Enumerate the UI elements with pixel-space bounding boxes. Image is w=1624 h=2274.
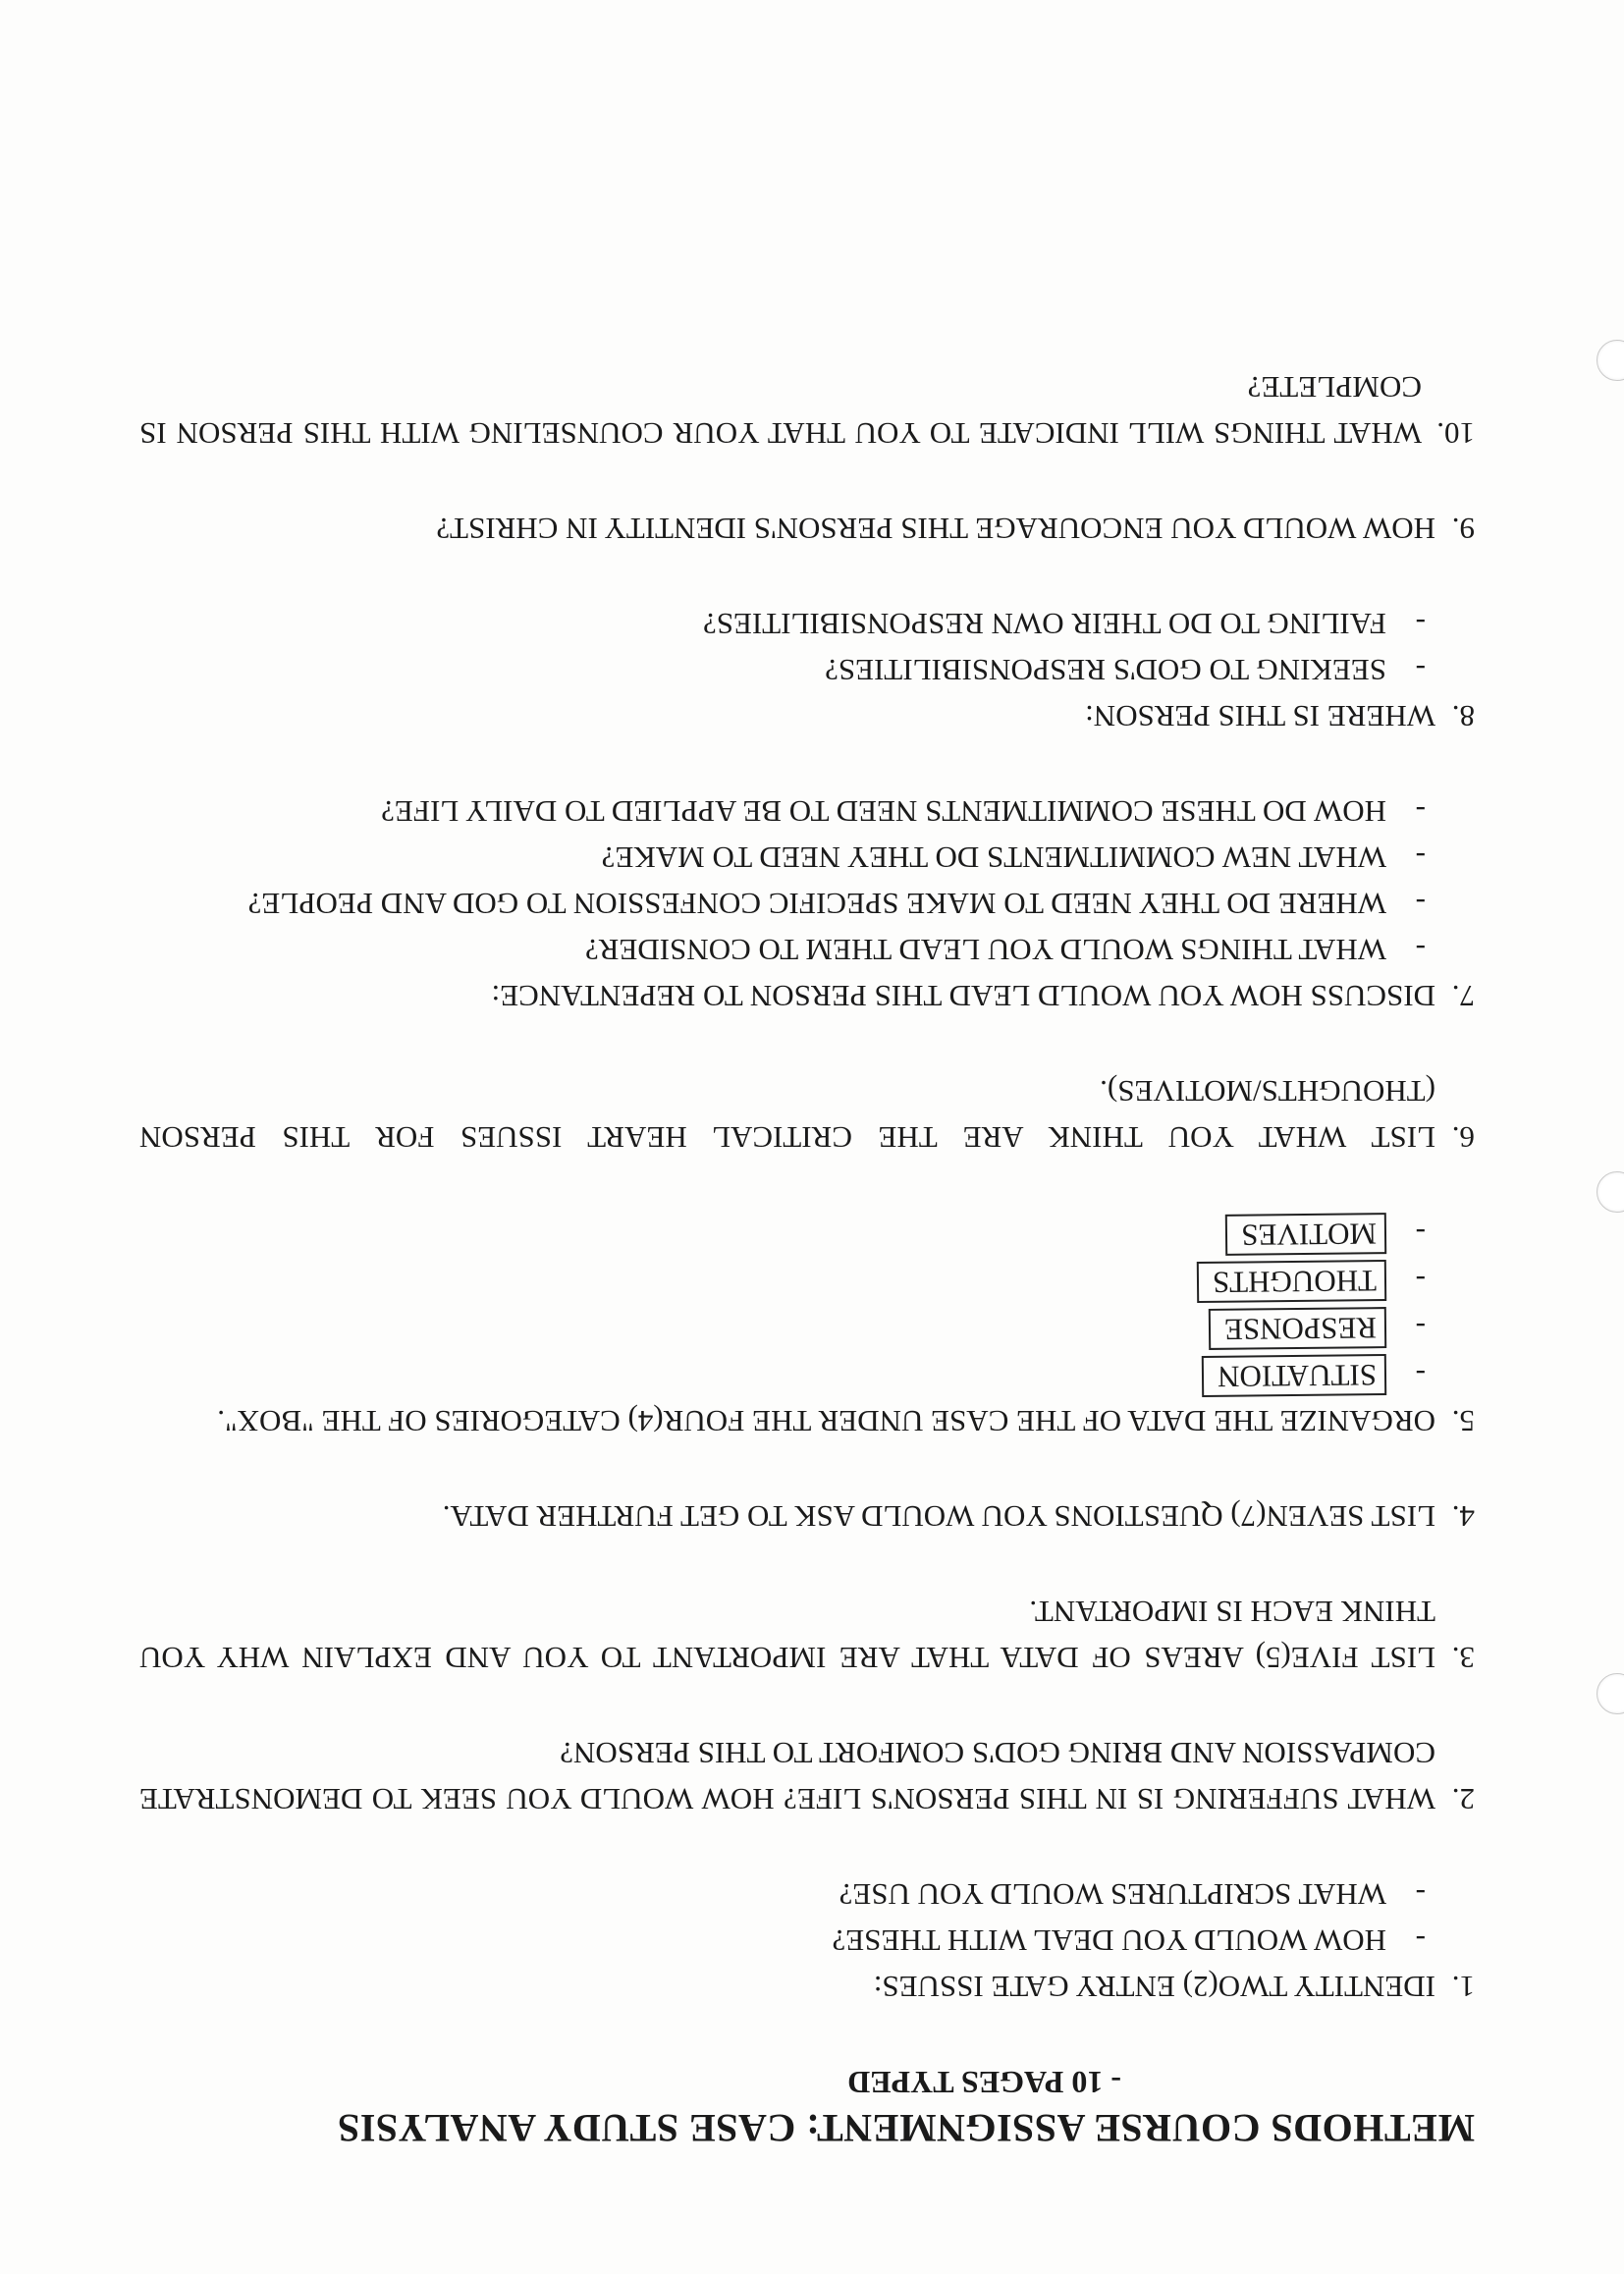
question-number: 9. [1451, 512, 1475, 546]
question-number: 8. [1451, 699, 1475, 733]
handwritten-box-label: RESPONSE [1209, 1307, 1386, 1350]
question-1 [139, 1871, 1475, 2010]
question-text: WHAT THINGS WILL INDICATE TO YOU THAT YOUR COUNSELING WITH THIS PERSON IS COMPLETE? [139, 370, 1422, 451]
question-9 [139, 506, 1475, 552]
handwritten-box-label: MOTIVES [1225, 1213, 1386, 1256]
punch-hole [1597, 340, 1624, 381]
sub-item: - SITUATION [139, 1351, 1426, 1398]
sub-item: - RESPONSE [139, 1304, 1426, 1351]
question-text: LIST SEVEN(7) QUESTIONS YOU WOULD ASK TO GET FURTHER DATA. [442, 1499, 1435, 1534]
question-text: IDENTITY TWO(2) ENTRY GATE ISSUES: [873, 1970, 1435, 2004]
sub-item: - SEEKING TO GOD'S RESPONSIBILITIES? [825, 653, 1426, 687]
question-text: WHERE IS THIS PERSON: [1085, 699, 1435, 733]
sub-item: - MOTIVES [139, 1210, 1426, 1257]
question-text: LIST WHAT YOU THINK ARE THE CRITICAL HEART ISSUES FOR THIS PERSON (THOUGHTS/MOTIVES). [139, 1074, 1435, 1155]
question-3 [139, 1589, 1475, 1681]
question-text: WHAT SUFFERING IS IN THIS PERSON'S LIFE? HOW WOULD YOU SEEK TO DEMONSTRATE COMPASSION AND BRING GOD'S COMFORT TO THIS PERSON? [139, 1736, 1435, 1816]
question-6 [139, 1068, 1475, 1161]
punch-hole [1597, 1171, 1624, 1213]
handwritten-box-label: SITUATION [1202, 1354, 1386, 1397]
document-subtitle: - 10 PAGES TYPED [847, 2065, 1121, 2100]
punch-hole [1597, 1673, 1624, 1714]
question-number: 3. [1451, 1641, 1475, 1675]
sub-item: - THOUGHTS [139, 1257, 1426, 1304]
question-number: 10. [1436, 416, 1475, 451]
sub-item: - WHERE DO THEY NEED TO MAKE SPECIFIC CONFESSION TO GOD AND PEOPLE? [247, 887, 1426, 921]
sub-item: - WHAT NEW COMMITMENTS DO THEY NEED TO MAKE? [601, 840, 1426, 875]
sub-item: - WHAT SCRIPTURES WOULD YOU USE? [839, 1877, 1426, 1912]
question-10 [139, 364, 1475, 457]
handwritten-box-label: THOUGHTS [1197, 1260, 1386, 1303]
sub-item: - WHAT THINGS WOULD YOU LEAD THEM TO CONSIDER? [584, 933, 1426, 967]
question-list [139, 364, 1475, 2010]
question-number: 7. [1451, 979, 1475, 1013]
question-text: ORGANIZE THE DATA OF THE CASE UNDER THE FOUR(4) CATEGORIES OF THE "BOX". [217, 1404, 1435, 1438]
question-number: 4. [1451, 1499, 1475, 1534]
question-number: 2. [1451, 1782, 1475, 1816]
sub-item: - HOW WOULD YOU DEAL WITH THESE? [832, 1923, 1426, 1958]
question-8 [139, 601, 1475, 739]
question-4 [139, 1493, 1475, 1540]
question-number: 1. [1451, 1970, 1475, 2004]
question-7 [139, 788, 1475, 1019]
document-content [139, 315, 1475, 2151]
question-5 [139, 1210, 1475, 1444]
question-text: LIST FIVE(5) AREAS OF DATA THAT ARE IMPORTANT TO YOU AND EXPLAIN WHY YOU THINK EACH IS IMPORTANT. [139, 1595, 1435, 1675]
document-title: METHODS COURSE ASSIGNMENT: CASE STUDY ANALYSIS [337, 2106, 1475, 2150]
question-number: 5. [1451, 1404, 1475, 1438]
sub-item: - HOW DO THESE COMMITMENTS NEED TO BE APPLIED TO DAILY LIFE? [381, 794, 1426, 829]
sub-item: - FAILING TO DO THEIR OWN RESPONSIBILITIES? [702, 607, 1426, 641]
question-text: HOW WOULD YOU ENCOURAGE THIS PERSON'S IDENTITY IN CHRIST? [436, 512, 1435, 546]
question-number: 6. [1451, 1120, 1475, 1155]
question-text: DISCUSS HOW YOU WOULD LEAD THIS PERSON TO REPENTANCE: [491, 979, 1435, 1013]
question-2 [139, 1730, 1475, 1822]
